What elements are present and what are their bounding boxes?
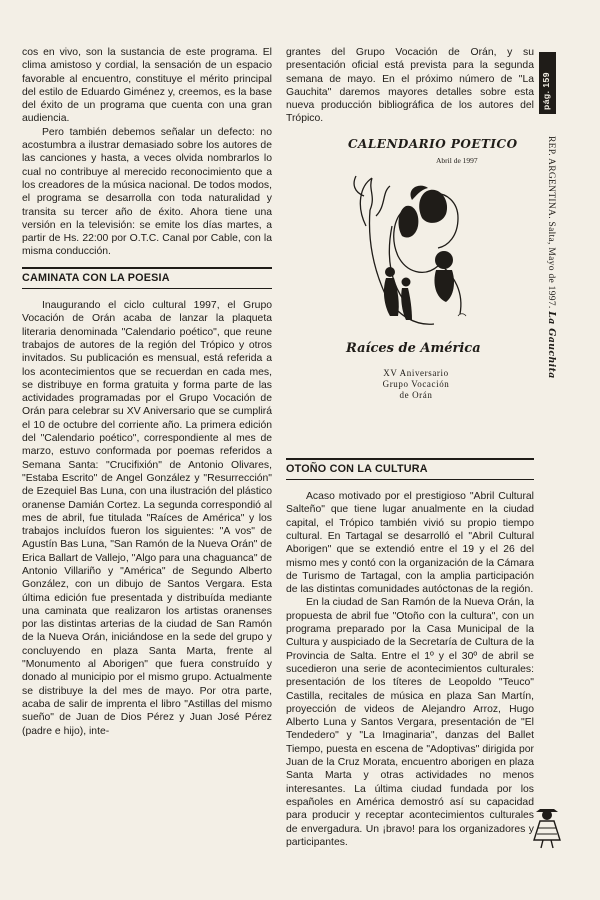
illustration-date: Abril de 1997 <box>436 155 478 165</box>
page-sidebar <box>537 52 559 379</box>
illustration-caption: Raíces de América <box>346 340 481 356</box>
right-column <box>286 46 534 849</box>
left-paragraph-1: cos en vivo, son la sustancia de este programa. El clima amistoso y cordial, la sensación de un espacio favorable al encuentro, constituye el mérito principal del estilo de Eduardo Giménez y, creemos, es la base del éxito de un programa que cuenta con una gran audiencia. <box>22 47 272 125</box>
anniversary-line-3: de Orán <box>399 389 433 400</box>
family-drawing-image <box>346 166 476 338</box>
page-number-box <box>539 52 556 114</box>
right-paragraph-3: En la ciudad de San Ramón de la Nueva Orán, la propuesta de abril fue "Otoño con la cultura", con un programa preparado por la Casa Municipal de la Cultura y auspiciado de la Secretaría de Cultura de la Provincia de Salta. Entre el 1º y el 30º de abril se sucedieron una serie de acontecimientos culturales: presentación de los títeres de Leopoldo "Teuco" Castilla, recitales de música en plaza San Martín, proyección de videos de Alejandro Arroz, Hugo Alberto Luna y Santos Vergara, presentación de "El Tendedero" y "La Imaginaria", danzas del Ballet Tiempo, puesta en escena de "Adoptivas" dirigida por Juan de la Cruz Morata, encuentro aborigen en plaza Santa Marta y otras actividades no menos interesantes. La última ciudad fundada por los españoles en América demostró así su capacidad para producir y receptar acontecimientos culturales de envergadura. Un ¡bravo! para los organizadores y participantes. <box>286 597 534 848</box>
right-paragraph-2: Acaso motivado por el prestigioso "Abril Cultural Salteño" que tiene lugar anualmente en la ciudad capital, el Trópico también vivió su propio tiempo cultural. En Tartagal se desarrolló el "Abril Cultural Aborigen" que se extendió entre el 19 y el 26 del mismo mes y contó con la organización de la Cámara de Turismo de Tartagal, con la amplia participación de las distintas comunidades autóctonas de la región. <box>286 491 534 596</box>
right-paragraph-1: grantes del Grupo Vocación de Orán, y su presentación oficial está prevista para la segunda semana de mayo. En el próximo número de "La Gauchita" daremos mayores detalles sobre esta nueva producción bibliográfica de los autores del Trópico. <box>286 47 534 125</box>
section-title-otono: OTOÑO CON LA CULTURA <box>286 460 534 480</box>
publication-brand: La Gauchita <box>546 311 557 379</box>
anniversary-line-1: XV Aniversario <box>383 367 449 378</box>
illustration-anniversary <box>368 368 464 401</box>
gauchita-mascot-icon <box>530 806 564 850</box>
left-column <box>22 46 272 738</box>
page-number: pág. 159 <box>541 71 551 110</box>
publication-strip <box>546 136 557 379</box>
left-paragraph-2: Pero también debemos señalar un defecto: no acostumbra a ilustrar demasiado sobre los autores de las canciones y hasta, a veces olvida nombrarlos lo cual no contribuye al merecido reconocimiento que a los creadores de la música nacional. De todos modos, el programa se desarrolla con toda naturalidad y transita su tercer año de éxito. Ahora tiene una versión en la televisión: se emite los días martes, a partir de Hs. 22:00 por O.T.C. Canal por Cable, con la misma conducción. <box>22 126 272 258</box>
publication-location-date: REP. ARGENTINA. Salta, Mayo de 1997. <box>546 136 556 309</box>
left-paragraph-3: Inaugurando el ciclo cultural 1997, el Grupo Vocación de Orán acaba de lanzar la plaqueta literaria denominada "Calendario poético", que reune trabajos de autores de la región del Trópico y otros invitados. Su publicación es mensual, está referida a los acontecimientos que se recuerdan en cada mes, se distribuye en forma gratuita y forma parte de las actividades programadas por el Grupo Vocación de Orán para celebrar su XV Aniversario que se cumplirá el 10 de octubre del corriente año. La primera edición del "Calendario poético", correspondiente al mes de marzo, estuvo conformada por poemas referidos a Semana Santa: "Crucifixión" de Antonio Olivares, "Estaba Escrito" de Angel González y "Resurrección" de Ezequiel Bas Luna, con una ilustración del plástico oranense Damián Cortez. La segunda correspondió al mes de abril, fue titulada "Raíces de América" y los trabajos incluídos fueron los siguientes: "A vos" de Agustín Bas Luna, "San Ramón de la Nueva Orán" de Erica Ballart de Vallejo, "Algo para una chaguanca" de Antonio Villariño y "América" de Segundo Alberto González, con un dibujo de Santos Vergara. Esta última edición fue presentada y distribuída mediante una caminata que realizaron los artistas oranenses por las distintas arterias de la ciudad de San Ramón de la Nueva Orán, iniciándose en la sede del grupo y concluyendo en plaza Santa Marta, frente al "Monumento al Aborigen" que fuera construído y donado al municipio por el mismo grupo. Actualmente se distribuye la del mes de mayo. Por otra parte, acaba de salir de imprenta el libro "Astillas del mismo sueño" de Juan de Dios Pérez y Juan José Pérez (padre e hijo), inte- <box>22 300 272 737</box>
calendar-illustration <box>286 132 534 450</box>
anniversary-line-2: Grupo Vocación <box>382 378 450 389</box>
illustration-title: CALENDARIO POETICO <box>348 136 518 151</box>
section-title-caminata: CAMINATA CON LA POESIA <box>22 269 272 289</box>
